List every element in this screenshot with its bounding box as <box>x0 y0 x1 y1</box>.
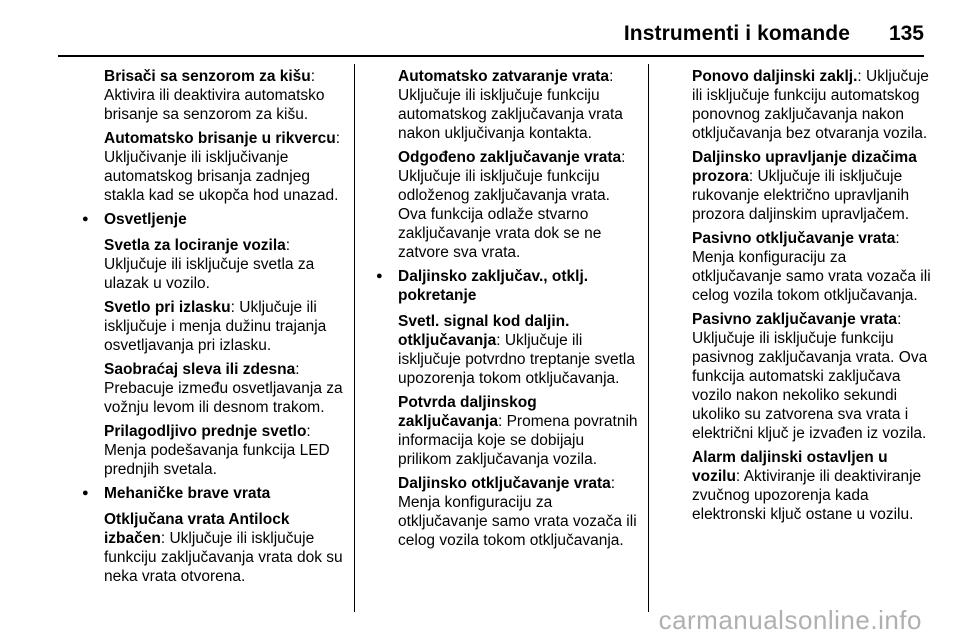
setting-description: Promena povratnih informacija koje se dobijaju prilikom zaključavanja vozila. <box>398 413 638 468</box>
setting-term: Prilagodljivo prednje svetlo <box>104 423 307 440</box>
setting-description: Uključuje ili isključuje funkciju zaključavanja vrata dok su neka vrata otvorena. <box>104 530 343 585</box>
setting-description: Uključivanje ili isključivanje automatskog brisanja zadnjeg stakla kad se ukopča hod unazad. <box>104 149 339 204</box>
setting-description: Uključuje ili isključuje rukovanje električno upravljanih prozora daljinskim upravljačem. <box>692 168 910 223</box>
setting-entry: Svetl. signal kod daljin. otključavanja: Uključuje ili isključuje potvrdno treptanje svetla upozorenja tokom otključavanja. <box>398 313 635 387</box>
setting-entry: Otključana vrata Antilock izbačen: Uključuje ili isključuje funkciju zaključavanja vrata dok su neka vrata otvorena. <box>104 511 343 585</box>
setting-description: Uključuje ili isključuje potvrdno treptanje svetla upozorenja tokom otključavanja. <box>398 332 635 387</box>
setting-description: Menja konfiguraciju za otključavanje samo vrata vozača ili celog vozila tokom otključavanja. <box>692 249 931 304</box>
setting-description: Prebacuje između osvetljavanja za vožnju levom ili desnom trakom. <box>104 380 343 416</box>
bullet-heading: ● Mehaničke brave vrata <box>82 484 346 503</box>
setting-entry: Potvrda daljinskog zaključavanja: Promena povratnih informacija koje se dobijaju prilikom zaključavanja vozila. <box>398 394 638 468</box>
setting-entry: Brisači sa senzorom za kišu: Aktivira ili deaktivira automatsko brisanje sa senzorom za kišu. <box>104 68 325 123</box>
setting-description: Uključuje ili isključuje funkciju pasivnog zaključavanja vrata. Ova funkcija automatski zaključava vozilo nakon nekoliko sekundi ukoliko su zatvorena sva vrata i električni ključ je izvađen iz vozila. <box>692 330 928 442</box>
setting-description: Aktivira ili deaktivira automatsko brisanje sa senzorom za kišu. <box>104 87 325 123</box>
setting-term: Ponovo daljinski zaklj. <box>692 68 858 85</box>
setting-entry: Automatsko zatvaranje vrata: Uključuje ili isključuje funkciju automatskog zaključavanja vrata nakon uključivanja kontakta. <box>398 68 623 142</box>
setting-entry: Daljinsko upravljanje dizačima prozora: Uključuje ili isključuje rukovanje električno upravljanih prozora daljinskim upravljačem. <box>692 149 917 223</box>
setting-description: Uključuje ili isključuje funkciju automatskog zaključavanja vrata nakon uključivanja kontakta. <box>398 87 623 142</box>
setting-term: Svetlo pri izlasku <box>104 299 231 316</box>
setting-term: Automatsko brisanje u rikvercu <box>104 130 336 147</box>
setting-entry: Ponovo daljinski zaklj.: Uključuje ili isključuje funkciju automatskog ponovnog zaključavanja nakon otključavanja bez otvaranja vozila. <box>692 68 929 142</box>
header-divider <box>58 55 924 57</box>
setting-term: Odgođeno zaključavanje vrata <box>398 149 622 166</box>
setting-term: Svetl. signal kod daljin. otključavanja <box>398 313 570 349</box>
setting-term: Pasivno zaključavanje vrata <box>692 311 898 328</box>
setting-description: Uključuje ili isključuje funkciju odloženog zaključavanja vrata. Ova funkcija odlaže stvarno zaključavanje vrata dok se ne zatvore sva vrata. <box>398 168 610 261</box>
watermark: carmanualsonline.info <box>658 605 922 635</box>
text-column-3 <box>668 67 932 529</box>
section-title: Instrumenti i komande <box>623 22 850 45</box>
setting-entry: Pasivno zaključavanje vrata: Uključuje ili isključuje funkciju pasivnog zaključavanja vrata. Ova funkcija automatski zaključava vozilo nakon nekoliko sekundi ukoliko su zatvorena sva vrata i električni ključ je izvađen iz vozila. <box>692 311 928 442</box>
setting-term: Brisači sa senzorom za kišu <box>104 68 311 85</box>
setting-entry: Svetla za lociranje vozila: Uključuje ili isključuje svetla za ulazak u vozilo. <box>104 237 315 292</box>
text-column-1 <box>82 67 346 591</box>
setting-term: Pasivno otključavanje vrata <box>692 230 896 247</box>
column-divider-2 <box>648 64 649 612</box>
setting-description: Aktiviranje ili deaktiviranje zvučnog upozorenja kada elektronski ključ ostane u vozilu. <box>692 468 922 523</box>
column-divider-1 <box>354 64 355 612</box>
setting-term: Automatsko zatvaranje vrata <box>398 68 610 85</box>
page-number: 135 <box>888 22 924 45</box>
setting-description: Menja konfiguraciju za otključavanje samo vrata vozača ili celog vozila tokom otključavanja. <box>398 494 637 549</box>
setting-entry: Pasivno otključavanje vrata: Menja konfiguraciju za otključavanje samo vrata vozača ili celog vozila tokom otključavanja. <box>692 230 931 304</box>
text-column-2 <box>376 67 640 555</box>
bullet-heading: ● Osvetljenje <box>82 210 346 229</box>
setting-term: Potvrda daljinskog zaključavanja <box>398 394 537 430</box>
setting-term: Daljinsko otključavanje vrata <box>398 475 611 492</box>
setting-description: Uključuje ili isključuje i menja dužinu trajanja osvetljavanja pri izlasku. <box>104 299 327 354</box>
setting-entry: Daljinsko otključavanje vrata: Menja konfiguraciju za otključavanje samo vrata vozača ili celog vozila tokom otključavanja. <box>398 475 637 549</box>
setting-term: Otključana vrata Antilock izbačen <box>104 511 290 547</box>
setting-entry: Automatsko brisanje u rikvercu: Uključivanje ili isključivanje automatskog brisanja zadnjeg stakla kad se ukopča hod unazad. <box>104 130 341 204</box>
setting-entry: Svetlo pri izlasku: Uključuje ili isključuje i menja dužinu trajanja osvetljavanja pri izlasku. <box>104 299 327 354</box>
setting-term: Daljinsko upravljanje dizačima prozora <box>692 149 917 185</box>
setting-description: Uključuje ili isključuje svetla za ulazak u vozilo. <box>104 256 315 292</box>
page-header <box>0 18 960 58</box>
setting-term: Svetla za lociranje vozila <box>104 237 286 254</box>
setting-entry: Prilagodljivo prednje svetlo: Menja podešavanja funkcija LED prednjih svetala. <box>104 423 330 478</box>
setting-description: Menja podešavanja funkcija LED prednjih svetala. <box>104 442 330 478</box>
bullet-heading: ● Daljinsko zaključav., otklj. pokretanje <box>376 267 640 305</box>
setting-term: Saobraćaj sleva ili zdesna <box>104 361 296 378</box>
setting-description: Uključuje ili isključuje funkciju automatskog ponovnog zaključavanja nakon otključavanja bez otvaranja vozila. <box>692 68 929 142</box>
setting-term: Alarm daljinski ostavljen u vozilu <box>692 449 888 485</box>
setting-entry: Alarm daljinski ostavljen u vozilu: Aktiviranje ili deaktiviranje zvučnog upozorenja kada elektronski ključ ostane u vozilu. <box>692 449 922 523</box>
setting-entry: Saobraćaj sleva ili zdesna: Prebacuje između osvetljavanja za vožnju levom ili desnom trakom. <box>104 361 343 416</box>
setting-entry: Odgođeno zaključavanje vrata: Uključuje ili isključuje funkciju odloženog zaključavanja vrata. Ova funkcija odlaže stvarno zaključavanje vrata dok se ne zatvore sva vrata. <box>398 149 626 261</box>
